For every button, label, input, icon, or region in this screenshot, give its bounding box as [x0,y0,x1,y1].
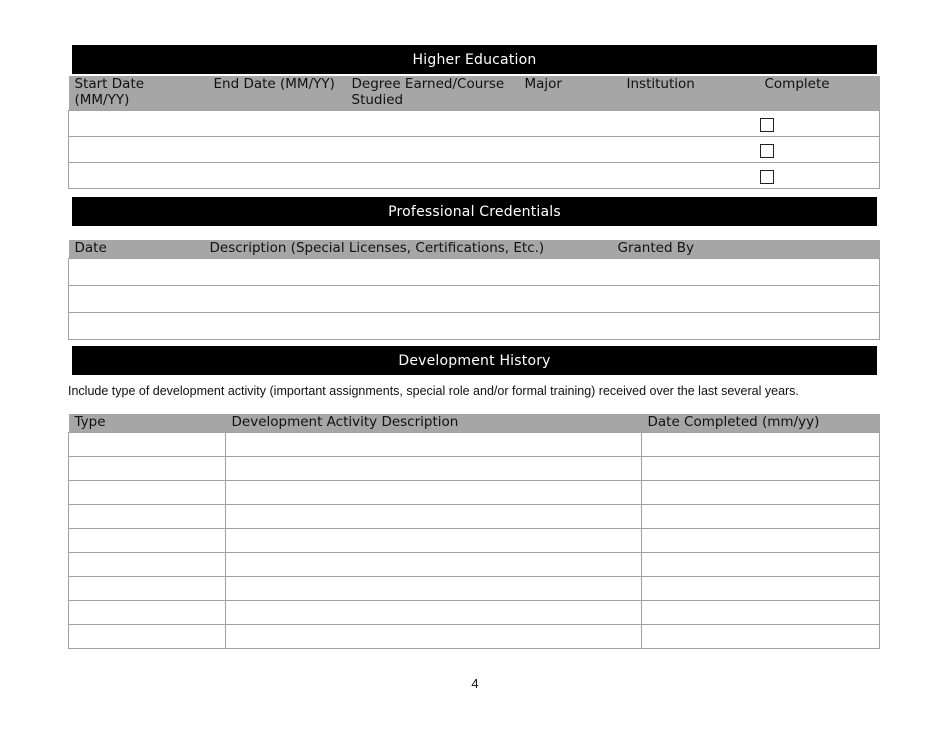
development-type-cell[interactable] [69,625,226,649]
development-date-completed-cell-input[interactable] [642,625,879,648]
credential-description-cell-input[interactable] [204,286,612,312]
education-start-date-cell-input[interactable] [69,137,208,162]
development-row [69,625,880,649]
development-description-cell[interactable] [226,505,642,529]
col-degree: Degree Earned/Course Studied [346,76,519,111]
complete-checkbox[interactable] [760,170,774,184]
credential-date-cell-input[interactable] [69,286,204,312]
credential-granted-by-cell-input[interactable] [612,313,880,339]
development-row [69,457,880,481]
education-degree-cell-input[interactable] [346,111,519,136]
development-type-cell-input[interactable] [69,529,225,552]
development-type-cell[interactable] [69,529,226,553]
development-type-cell-input[interactable] [69,505,225,528]
development-description-cell-input[interactable] [226,625,641,648]
development-row [69,505,880,529]
education-complete-cell [759,163,880,189]
col-complete: Complete [759,76,880,111]
credential-row [69,313,880,340]
development-date-completed-cell[interactable] [642,529,880,553]
education-row [69,137,880,163]
education-major-cell-input[interactable] [519,111,621,136]
credential-row [69,259,880,286]
complete-checkbox[interactable] [760,118,774,132]
development-date-completed-cell[interactable] [642,433,880,457]
education-start-date-cell[interactable] [69,111,208,137]
education-degree-cell-input[interactable] [346,163,519,188]
development-header-row [69,414,880,433]
education-major-cell[interactable] [519,137,621,163]
education-row [69,163,880,189]
col-institution: Institution [621,76,759,111]
development-description-cell-input[interactable] [226,481,641,504]
education-major-cell[interactable] [519,111,621,137]
development-type-cell-input[interactable] [69,481,225,504]
development-type-cell[interactable] [69,577,226,601]
education-start-date-cell[interactable] [69,163,208,189]
credential-date-cell-input[interactable] [69,313,204,339]
development-history-title: Development History [398,352,551,369]
development-date-completed-cell[interactable] [642,481,880,505]
professional-credentials-header [72,197,877,226]
development-date-completed-cell-input[interactable] [642,529,879,552]
credential-granted-by-cell[interactable] [612,259,880,286]
development-date-completed-cell-input[interactable] [642,481,879,504]
development-row [69,553,880,577]
development-date-completed-cell[interactable] [642,625,880,649]
col-end-date: End Date (MM/YY) [208,76,346,111]
development-type-cell[interactable] [69,505,226,529]
education-major-cell[interactable] [519,163,621,189]
credential-granted-by-cell-input[interactable] [612,286,880,312]
education-end-date-cell[interactable] [208,137,346,163]
development-description-cell[interactable] [226,625,642,649]
education-degree-cell[interactable] [346,111,519,137]
development-date-completed-cell[interactable] [642,457,880,481]
development-row [69,433,880,457]
development-instructions: Include type of development activity (important assignments, special role and/or formal training) received over the last several years. [68,384,799,398]
development-description-cell-input[interactable] [226,577,641,600]
education-degree-cell[interactable] [346,137,519,163]
development-row [69,601,880,625]
professional-credentials-title: Professional Credentials [388,203,561,220]
education-start-date-cell-input[interactable] [69,111,208,136]
higher-education-header [72,45,877,74]
development-description-cell[interactable] [226,481,642,505]
development-row [69,577,880,601]
development-type-cell-input[interactable] [69,601,225,624]
credential-description-cell[interactable] [204,259,612,286]
development-description-cell-input[interactable] [226,553,641,576]
education-major-cell-input[interactable] [519,137,621,162]
development-history-header [72,346,877,375]
credential-description-cell-input[interactable] [204,259,612,285]
education-institution-cell[interactable] [621,137,759,163]
development-description-cell-input[interactable] [226,433,641,456]
col-start-date: Start Date (MM/YY) [69,76,208,111]
higher-education-title: Higher Education [412,51,537,68]
education-complete-cell [759,137,880,163]
development-date-completed-cell-input[interactable] [642,433,879,456]
credential-date-cell-input[interactable] [69,259,204,285]
education-major-cell-input[interactable] [519,163,621,188]
development-description-cell[interactable] [226,457,642,481]
col-dev-date-completed: Date Completed (mm/yy) [642,414,880,433]
education-degree-cell[interactable] [346,163,519,189]
development-date-completed-cell-input[interactable] [642,601,879,624]
development-date-completed-cell[interactable] [642,577,880,601]
development-date-completed-cell[interactable] [642,601,880,625]
development-description-cell[interactable] [226,433,642,457]
credentials-header-row [69,240,880,259]
education-end-date-cell-input[interactable] [208,163,346,188]
col-dev-description: Development Activity Description [226,414,642,433]
complete-checkbox[interactable] [760,144,774,158]
education-complete-cell [759,111,880,137]
development-type-cell-input[interactable] [69,625,225,648]
development-type-cell[interactable] [69,601,226,625]
credential-date-cell[interactable] [69,259,204,286]
development-type-cell[interactable] [69,553,226,577]
development-row [69,529,880,553]
development-date-completed-cell-input[interactable] [642,457,879,480]
education-start-date-cell[interactable] [69,137,208,163]
development-date-completed-cell[interactable] [642,505,880,529]
development-date-completed-cell[interactable] [642,553,880,577]
development-type-cell-input[interactable] [69,457,225,480]
development-row [69,481,880,505]
education-end-date-cell[interactable] [208,111,346,137]
col-cred-description: Description (Special Licenses, Certifications, Etc.) [204,240,612,259]
development-description-cell-input[interactable] [226,457,641,480]
development-description-cell-input[interactable] [226,601,641,624]
development-type-cell-input[interactable] [69,553,225,576]
development-type-cell[interactable] [69,457,226,481]
education-institution-cell-input[interactable] [621,137,759,162]
credential-row [69,286,880,313]
development-date-completed-cell-input[interactable] [642,577,879,600]
development-history-table [68,414,880,649]
development-description-cell[interactable] [226,553,642,577]
col-cred-granted-by: Granted By [612,240,880,259]
education-institution-cell[interactable] [621,111,759,137]
credential-description-cell[interactable] [204,313,612,340]
development-date-completed-cell-input[interactable] [642,553,879,576]
professional-credentials-table [68,240,880,340]
credential-granted-by-cell[interactable] [612,286,880,313]
development-description-cell-input[interactable] [226,529,641,552]
higher-education-table [68,76,880,189]
development-type-cell[interactable] [69,481,226,505]
credential-granted-by-cell-input[interactable] [612,259,880,285]
development-description-cell[interactable] [226,529,642,553]
education-start-date-cell-input[interactable] [69,163,208,188]
credential-description-cell-input[interactable] [204,313,612,339]
development-type-cell-input[interactable] [69,433,225,456]
development-date-completed-cell-input[interactable] [642,505,879,528]
education-end-date-cell-input[interactable] [208,137,346,162]
col-cred-date: Date [69,240,204,259]
credential-granted-by-cell[interactable] [612,313,880,340]
development-type-cell[interactable] [69,433,226,457]
page-number: 4 [471,676,479,691]
education-institution-cell-input[interactable] [621,111,759,136]
higher-education-header-row [69,76,880,111]
education-degree-cell-input[interactable] [346,137,519,162]
credential-date-cell[interactable] [69,286,204,313]
credential-description-cell[interactable] [204,286,612,313]
credential-date-cell[interactable] [69,313,204,340]
development-description-cell[interactable] [226,601,642,625]
education-institution-cell-input[interactable] [621,163,759,188]
education-end-date-cell-input[interactable] [208,111,346,136]
development-description-cell[interactable] [226,577,642,601]
education-institution-cell[interactable] [621,163,759,189]
col-major: Major [519,76,621,111]
development-type-cell-input[interactable] [69,577,225,600]
education-end-date-cell[interactable] [208,163,346,189]
education-row [69,111,880,137]
development-description-cell-input[interactable] [226,505,641,528]
col-dev-type: Type [69,414,226,433]
